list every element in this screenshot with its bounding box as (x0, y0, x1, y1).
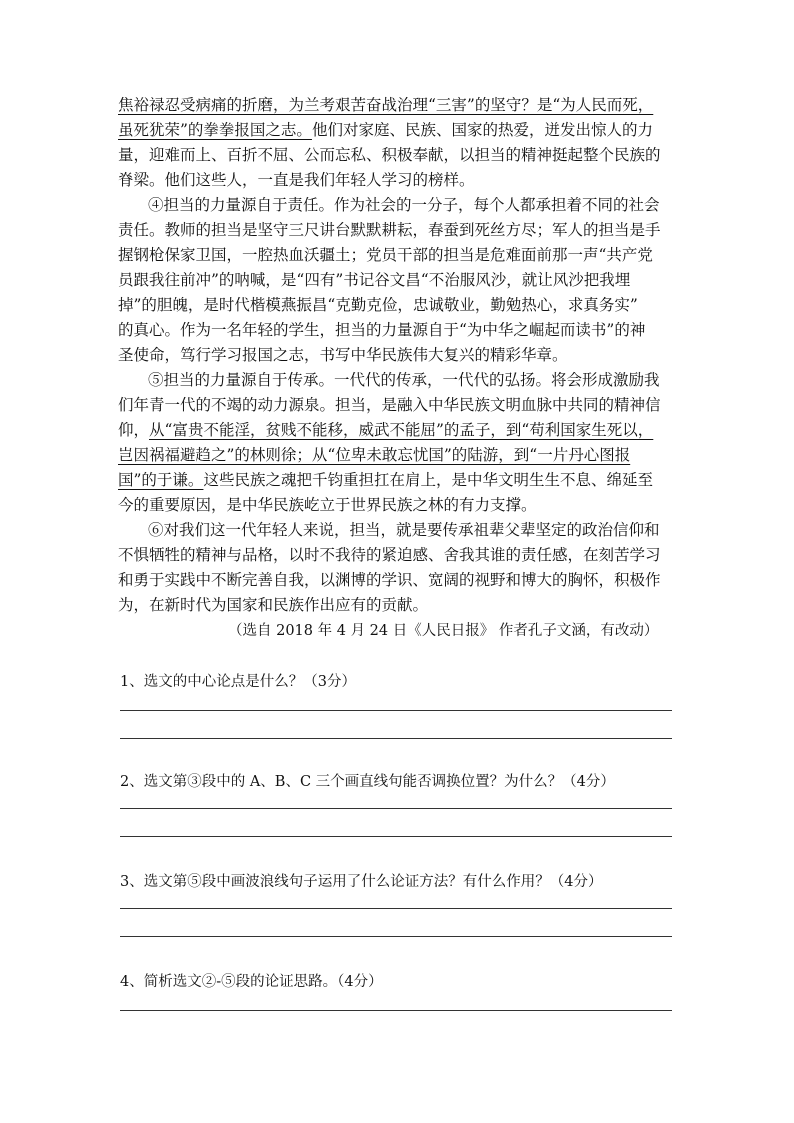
answer-line[interactable] (120, 908, 672, 909)
paragraph-continuation: 焦裕禄忍受病痛的折磨，为兰考艰苦奋战治理“三害”的坚守？是“为人民而死， 虽死犹荣”的拳拳报国之志。他们对家庭、民族、国家的热爱，迸发出惊人的力 量，迎难而上、百折不屈、公而忘私、积极奉献，以担当的精神挺起整个民族的 脊梁。他们这些人，一直是我们年轻人学习的榜样。 (118, 96, 661, 189)
answer-line[interactable] (120, 710, 672, 711)
source-citation: （选自 2018 年 4 月 24 日《人民日报》 作者孔子文涵，有改动） (228, 623, 659, 639)
paragraph-6: ⑥对我们这一代年轻人来说，担当，就是要传承祖辈父辈坚定的政治信仰和 不惧牺牲的精神与品格，以时不我待的紧迫感、舍我其谁的责任感，在刻苦学习 和勇于实践中不断完善自我，以渊博的学识、宽阔的视野和博大的胸怀，积极作 为，在新时代为国家和民族作出应有的贡献。 (118, 521, 661, 614)
answer-line[interactable] (120, 808, 672, 809)
underlined-sentence: 虽死犹荣”的拳拳报国之志。 (118, 121, 312, 139)
question-1: 1、选文的中心论点是什么？（3分） (120, 674, 356, 690)
wavy-line-sentence: 国”的于谦。 (118, 471, 204, 489)
answer-line[interactable] (120, 1010, 672, 1011)
underlined-sentence: 焦裕禄忍受病痛的折磨，为兰考艰苦奋战治理“三害”的坚守？是“为人民而死， (118, 96, 654, 114)
question-4: 4、简析选文②-⑤段的论证思路。（4分） (120, 974, 383, 990)
answer-line[interactable] (120, 836, 672, 837)
wavy-line-sentence: 岂因祸福避趋之”的林则徐；从“位卑未敢忘忧国”的陆游，到“一片丹心图报 (118, 446, 631, 464)
question-2: 2、选文第③段中的 A、B、C 三个画直线句能否调换位置？为什么？（4分） (120, 774, 615, 790)
question-3: 3、选文第⑤段中画波浪线句子运用了什么论证方法？有什么作用？（4分） (120, 874, 603, 890)
answer-line[interactable] (120, 738, 672, 739)
answer-line[interactable] (120, 936, 672, 937)
paragraph-5: ⑤担当的力量源自于传承。一代代的传承，一代代的弘扬。将会形成激励我 们年青一代的不竭的动力源泉。担当，是融入中华民族文明血脉中共同的精神信 仰，从“富贵不能淫，贫贱不能移，威武不能屈”的孟子，到“苟利国家生死以， 岂因祸福避趋之”的林则徐；从“位卑未敢忘忧国”的陆游，到“一片丹心图报 国”的于谦。这些民族之魂把千钧重担扛在肩上，是中华文明生生不息、绵延至 今的重要原因，是中华民族屹立于世界民族之林的有力支撑。 (118, 371, 661, 514)
paragraph-4: ④担当的力量源自于责任。作为社会的一分子，每个人都承担着不同的社会 责任。教师的担当是坚守三尺讲台默默耕耘，春蚕到死丝方尽；军人的担当是手 握钢枪保家卫国，一腔热血沃疆土；党员干部的担当是危难面前那一声“共产党 员跟我往前冲”的呐喊，是“四有”书记谷文昌“不治服风沙，就让风沙把我埋 掉”的胆魄，是时代楷模燕振昌“克勤克俭，忠诚敬业，勤勉热心，求真务实” 的真心。作为一名年轻的学生，担当的力量源自于“为中华之崛起而读书”的神 圣使命，笃行学习报国之志，书写中华民族伟大复兴的精彩华章。 (118, 196, 661, 364)
wavy-line-sentence: 从“富贵不能淫，贫贱不能移，威武不能屈”的孟子，到“苟利国家生死以， (149, 421, 654, 439)
